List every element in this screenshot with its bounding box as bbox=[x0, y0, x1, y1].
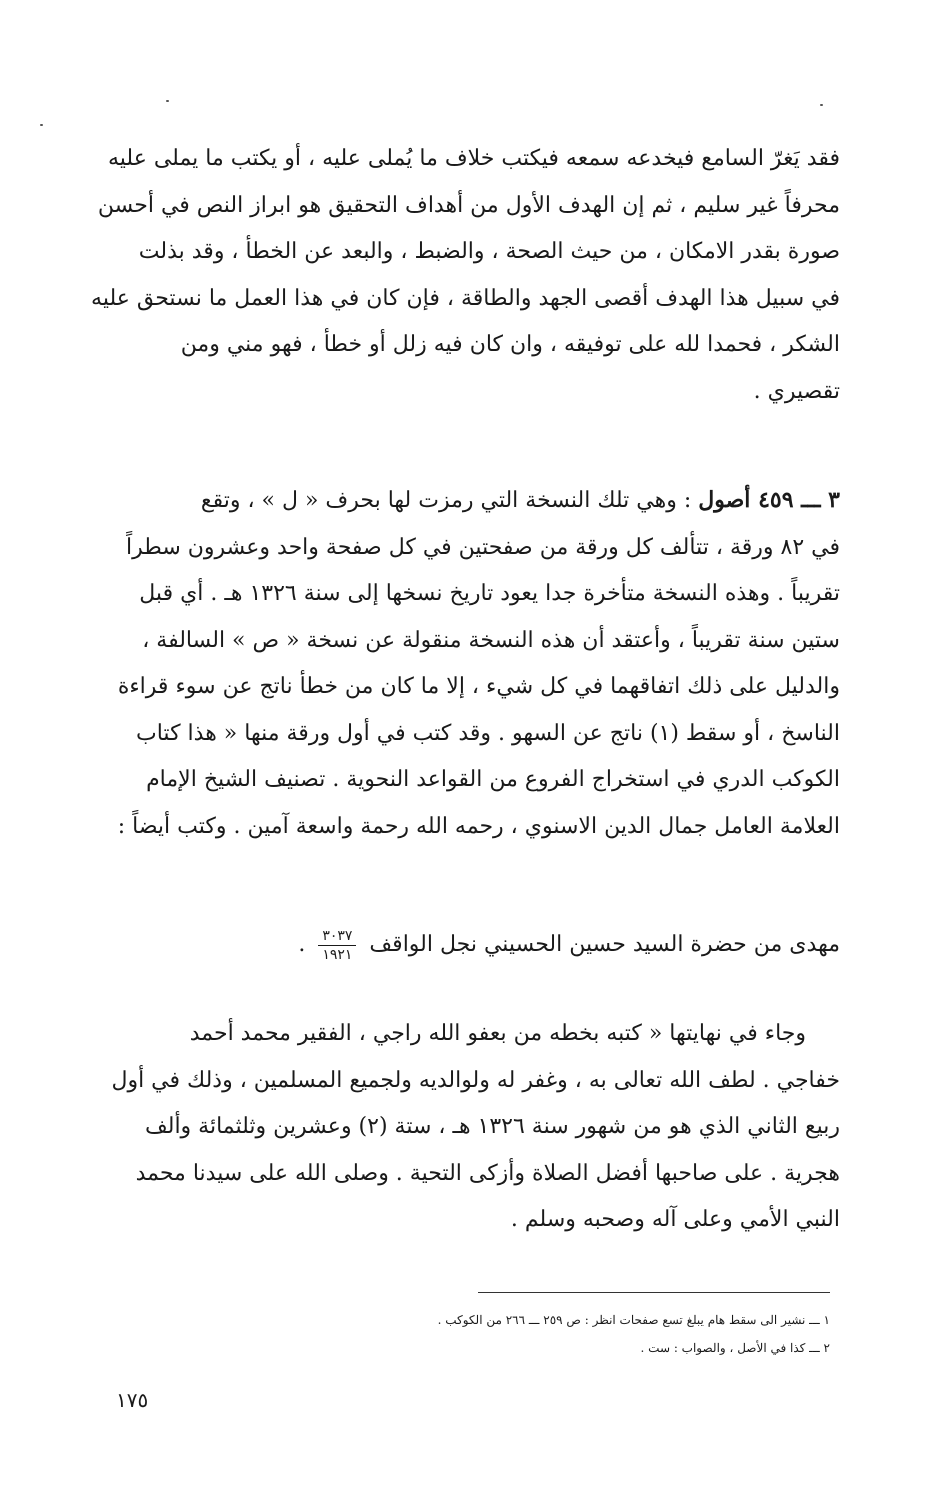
text-line: الشكر ، فحمدا لله على توفيقه ، وان كان فيه زلل أو خطأ ، فهو مني ومن bbox=[180, 332, 840, 357]
text-line bbox=[80, 477, 840, 525]
quoted-inscription bbox=[160, 922, 840, 968]
scan-speck bbox=[40, 124, 43, 126]
text-line: والدليل على ذلك اتفاقهما في كل شيء ، إلا ما كان من خطأ ناتج عن سوء قراءة bbox=[117, 674, 840, 699]
text-line: النبي الأمي وعلى آله وصحبه وسلم . bbox=[510, 1207, 840, 1232]
footnotes bbox=[290, 1306, 830, 1362]
text-line: ربيع الثاني الذي هو من شهور سنة ١٣٢٦ هـ ، ستة (٢) وعشرين وثلثمائة وألف bbox=[144, 1114, 840, 1139]
reference-fraction bbox=[318, 927, 356, 964]
text-line: محرفاً غير سليم ، ثم إن الهدف الأول من أهداف التحقيق هو ابراز النص في أحسن bbox=[97, 192, 840, 218]
text-line: الكوكب الدري في استخراج الفروع من القواعد النحوية . تصنيف الشيخ الإمام bbox=[146, 767, 840, 792]
scan-speck bbox=[166, 100, 169, 102]
text-line: صورة بقدر الامكان ، من حيث الصحة ، والضبط ، والبعد عن الخطأ ، وقد بذلت bbox=[138, 239, 840, 264]
paragraph-2 bbox=[80, 477, 840, 850]
scan-speck bbox=[820, 104, 823, 106]
page-number: ١٧٥ bbox=[116, 1388, 149, 1412]
footnote-2: ٢ ـــ كذا في الأصل ، والصواب : ست . bbox=[640, 1341, 830, 1355]
text-line: تقريباً . وهذه النسخة متأخرة جدا يعود تاريخ نسخها إلى سنة ١٣٢٦ هـ . أي قبل bbox=[139, 581, 840, 606]
manuscript-heading: ٣ ـــ ٤٥٩ أصول bbox=[698, 487, 840, 513]
fraction-numerator: ٣٠٣٧ bbox=[318, 927, 356, 946]
footnote-1: ١ ـــ نشير الى سقط هام يبلغ تسع صفحات انظر : ص ٢٥٩ ـــ ٢٦٦ من الكوكب . bbox=[437, 1313, 830, 1327]
text-line: في ٨٢ ورقة ، تتألف كل ورقة من صفحتين في كل صفحة واحد وعشرون سطراً bbox=[126, 534, 840, 560]
inscription-end: . bbox=[298, 932, 306, 957]
text-fragment: : وهي تلك النسخة التي رمزت لها بحرف « ل » ، وتقع bbox=[200, 488, 699, 513]
paragraph-3 bbox=[80, 1011, 840, 1244]
text-line: تقصيري . bbox=[753, 378, 840, 404]
inscription-text: مهدى من حضرة السيد حسين الحسيني نجل الواقف bbox=[369, 932, 840, 957]
footnote-divider bbox=[478, 1292, 830, 1293]
text-line: الناسخ ، أو سقط (١) ناتج عن السهو . وقد كتب في أول ورقة منها « هذا كتاب bbox=[136, 720, 840, 746]
fraction-denominator: ١٩٢١ bbox=[322, 946, 353, 963]
text-line: ستين سنة تقريباً ، وأعتقد أن هذه النسخة منقولة عن نسخة « ص » السالفة ، bbox=[142, 627, 840, 653]
paragraph-1 bbox=[80, 136, 840, 415]
text-line: فقد يَغرّ السامع فيخدعه سمعه فيكتب خلاف ما يُملى عليه ، أو يكتب ما يملى عليه bbox=[107, 146, 840, 171]
text-line: خفاجي . لطف الله تعالى به ، وغفر له ولوالديه ولجميع المسلمين ، وذلك في أول bbox=[111, 1067, 840, 1093]
text-line: في سبيل هذا الهدف أقصى الجهد والطاقة ، فإن كان في هذا العمل ما نستحق عليه bbox=[91, 285, 840, 311]
text-line: وجاء في نهايتها « كتبه بخطه من بعفو الله راجي ، الفقير محمد أحمد bbox=[189, 1021, 806, 1046]
text-line: العلامة العامل جمال الدين الاسنوي ، رحمه الله رحمة واسعة آمين . وكتب أيضاً : bbox=[117, 813, 840, 839]
text-line: هجرية . على صاحبها أفضل الصلاة وأزكى التحية . وصلى الله على سيدنا محمد bbox=[135, 1160, 840, 1186]
